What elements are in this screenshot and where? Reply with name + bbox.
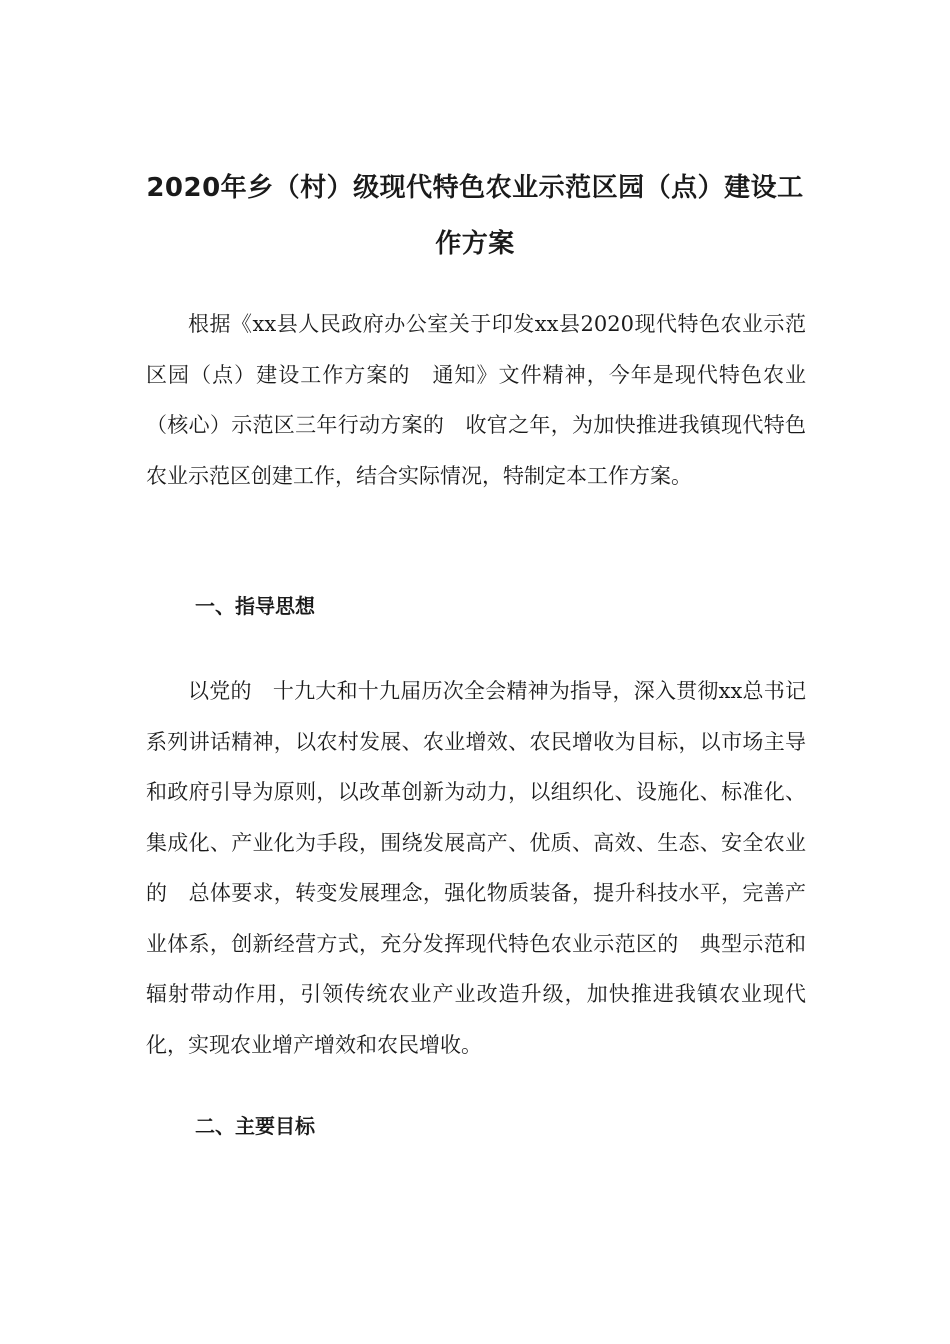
intro-paragraph: 根据《xx县人民政府办公室关于印发xx县2020现代特色农业示范区园（点）建设工作方案的 通知》文件精神，今年是现代特色农业（核心）示范区三年行动方案的 收官之年，为加快推进我镇现代特色农业示范区创建工作，结合实际情况，特制定本工作方案。 <box>146 312 806 488</box>
document-title: 2020年乡（村）级现代特色农业示范区园（点）建设工作方案 <box>146 173 804 259</box>
section-heading-main-goals: 二、主要目标 <box>195 1114 315 1138</box>
guiding-ideology-paragraph: 以党的 十九大和十九届历次全会精神为指导，深入贯彻xx总书记系列讲话精神，以农村发展、农业增效、农民增收为目标，以市场主导和政府引导为原则，以改革创新为动力，以组织化、设施化、标准化、集成化、产业化为手段，围绕发展高产、优质、高效、生态、安全农业的 总体要求，转变发展理念，强化物质装备，提升科技水平，完善产业体系，创新经营方式，充分发挥现代特色农业示范区的 典型示范和辐射带动作用，引领传统农业产业改造升级，加快推进我镇农业现代化，实现农业增产增效和农民增收。 <box>146 679 806 1057</box>
section-heading-guiding-ideology: 一、指导思想 <box>195 594 315 618</box>
